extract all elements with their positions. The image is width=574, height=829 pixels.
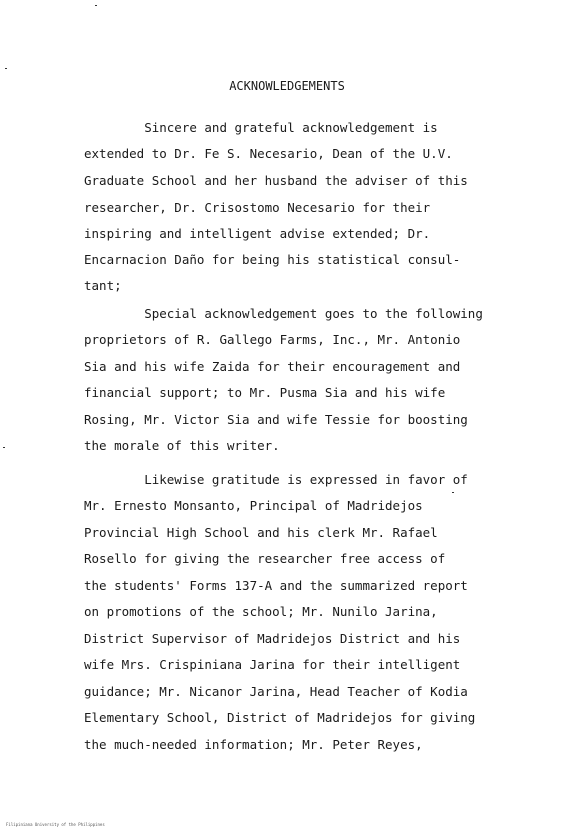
scan-speck (5, 68, 7, 69)
body-line: the morale of this writer. (84, 438, 280, 453)
body-line: Mr. Ernesto Monsanto, Principal of Madridejos (84, 498, 423, 513)
body-line: Sia and his wife Zaida for their encouragement and (84, 359, 461, 374)
scan-footer-note: Filipiniana University of the Philippines (6, 822, 105, 827)
body-line: Sincere and grateful acknowledgement is (84, 120, 438, 135)
scan-speck (3, 447, 5, 448)
scan-speck (452, 492, 454, 493)
body-line: Provincial High School and his clerk Mr. Rafael (84, 525, 438, 540)
scan-speck (95, 5, 97, 6)
body-line: researcher, Dr. Crisostomo Necesario for their (84, 200, 431, 215)
body-line: Graduate School and her husband the adviser of this (84, 173, 468, 188)
page-title: ACKNOWLEDGEMENTS (229, 79, 345, 93)
body-line: Rosello for giving the researcher free access of (84, 551, 446, 566)
body-line: the students' Forms 137-A and the summarized report (84, 578, 468, 593)
body-line: Encarnacion Daño for being his statistical consul- (84, 252, 461, 267)
body-line: guidance; Mr. Nicanor Jarina, Head Teacher of Kodia (84, 684, 468, 699)
body-line: Elementary School, District of Madridejos for giving (84, 710, 476, 725)
body-line: proprietors of R. Gallego Farms, Inc., Mr. Antonio (84, 332, 461, 347)
body-line: Rosing, Mr. Victor Sia and wife Tessie for boosting (84, 412, 468, 427)
body-line: on promotions of the school; Mr. Nunilo Jarina, (84, 604, 438, 619)
body-line: District Supervisor of Madridejos District and his (84, 631, 461, 646)
body-line: Likewise gratitude is expressed in favor of (84, 472, 468, 487)
body-line: wife Mrs. Crispiniana Jarina for their intelligent (84, 657, 461, 672)
body-line: the much-needed information; Mr. Peter Reyes, (84, 737, 423, 752)
body-line: inspiring and intelligent advise extended; Dr. (84, 226, 431, 241)
body-line: extended to Dr. Fe S. Necesario, Dean of the U.V. (84, 146, 453, 161)
body-line: financial support; to Mr. Pusma Sia and his wife (84, 385, 446, 400)
body-line: tant; (84, 278, 122, 293)
body-line: Special acknowledgement goes to the following (84, 306, 483, 321)
